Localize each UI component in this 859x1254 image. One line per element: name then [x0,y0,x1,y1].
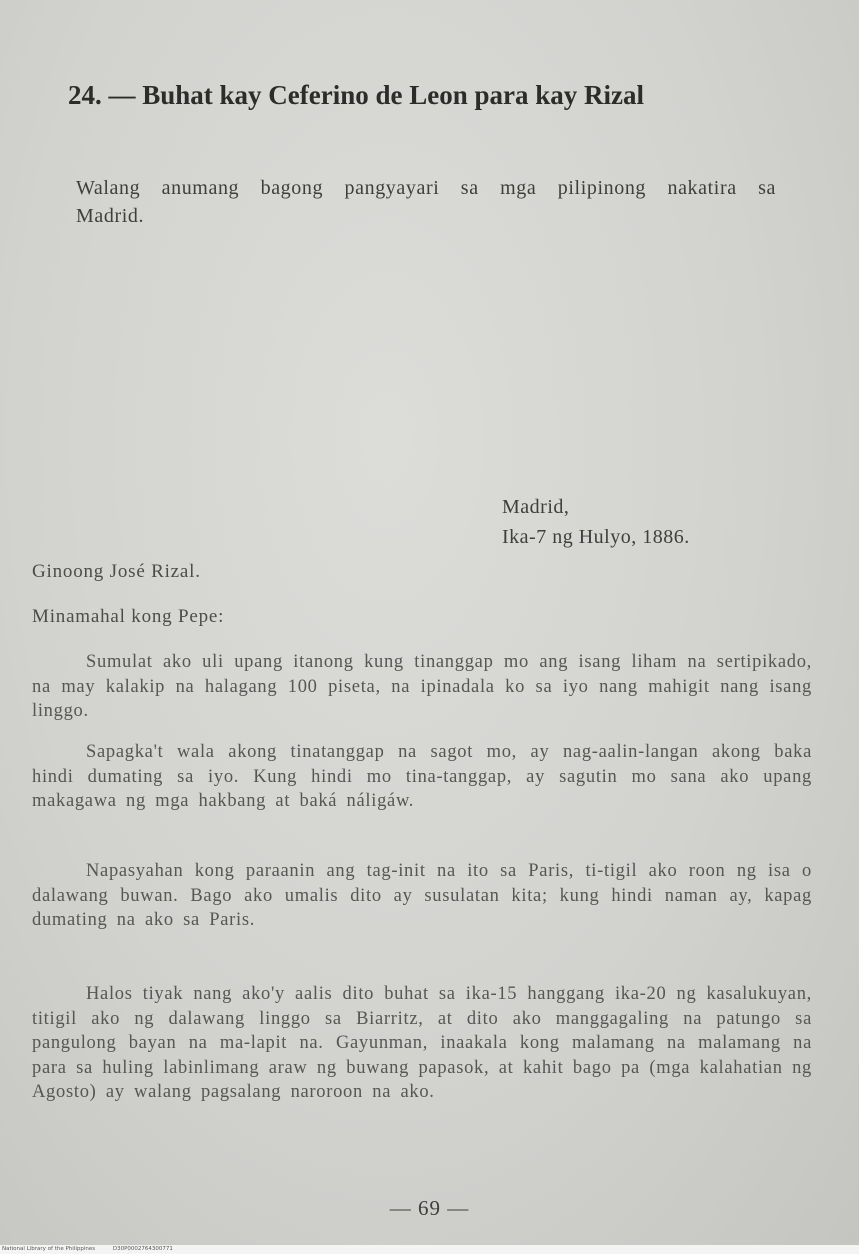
body-paragraph-3: Napasyahan kong paraanin ang tag-init na ito sa Paris, ti-tigil ako roon ng isa o dalawang buwan. Bago ako umalis dito ay susulatan kita; kung hindi naman ay, kapag dumating na ako sa Paris. [32,861,812,930]
greeting: Minamahal kong Pepe: [32,606,225,627]
dateline-date: Ika-7 ng Hulyo, 1886. [502,526,690,548]
archive-footer [0,1245,859,1254]
letter-summary: Walang anumang bagong pangyayari sa mga pilipinong nakatira sa Madrid. [76,177,776,227]
body-paragraph-1: Sumulat ako uli upang itanong kung tinanggap mo ang isang liham na sertipikado, na may kalakip na halagang 100 piseta, na ipinadala ko sa iyo nang mahigit nang isang linggo. [32,652,812,721]
letter-title: 24. — Buhat kay Ceferino de Leon para kay Rizal [68,80,645,110]
body-paragraph-2: Sapagka't wala akong tinatanggap na sagot mo, ay nag-aalin-langan akong baka hindi dumating sa iyo. Kung hindi mo tina-tanggap, ay sagutin mo sana ako upang makagawa ng mga hakbang at baká náligáw. [32,742,812,811]
addressee: Ginoong José Rizal. [32,561,201,582]
dateline-place: Madrid, [502,496,570,518]
page-number: — 69 — [389,1196,470,1220]
archive-code: D30P0002764300771 [112,1246,173,1252]
archive-library-name: National Library of the Philippines [2,1246,96,1252]
body-paragraph-4: Halos tiyak nang ako'y aalis dito buhat sa ika-15 hanggang ika-20 ng kasalukuyan, titigil ako ng dalawang linggo sa Biarritz, at dito ako manggagaling na patungo sa pangulong bayan na ma-lapit na. Gayunman, inaakala kong malamang na malamang na para sa huling labinlimang araw ng buwang papasok, at kahit bago pa (mga kalahatian ng Agosto) ay walang pagsalang naroroon na ako. [32,984,812,1102]
dateline [502,492,802,552]
